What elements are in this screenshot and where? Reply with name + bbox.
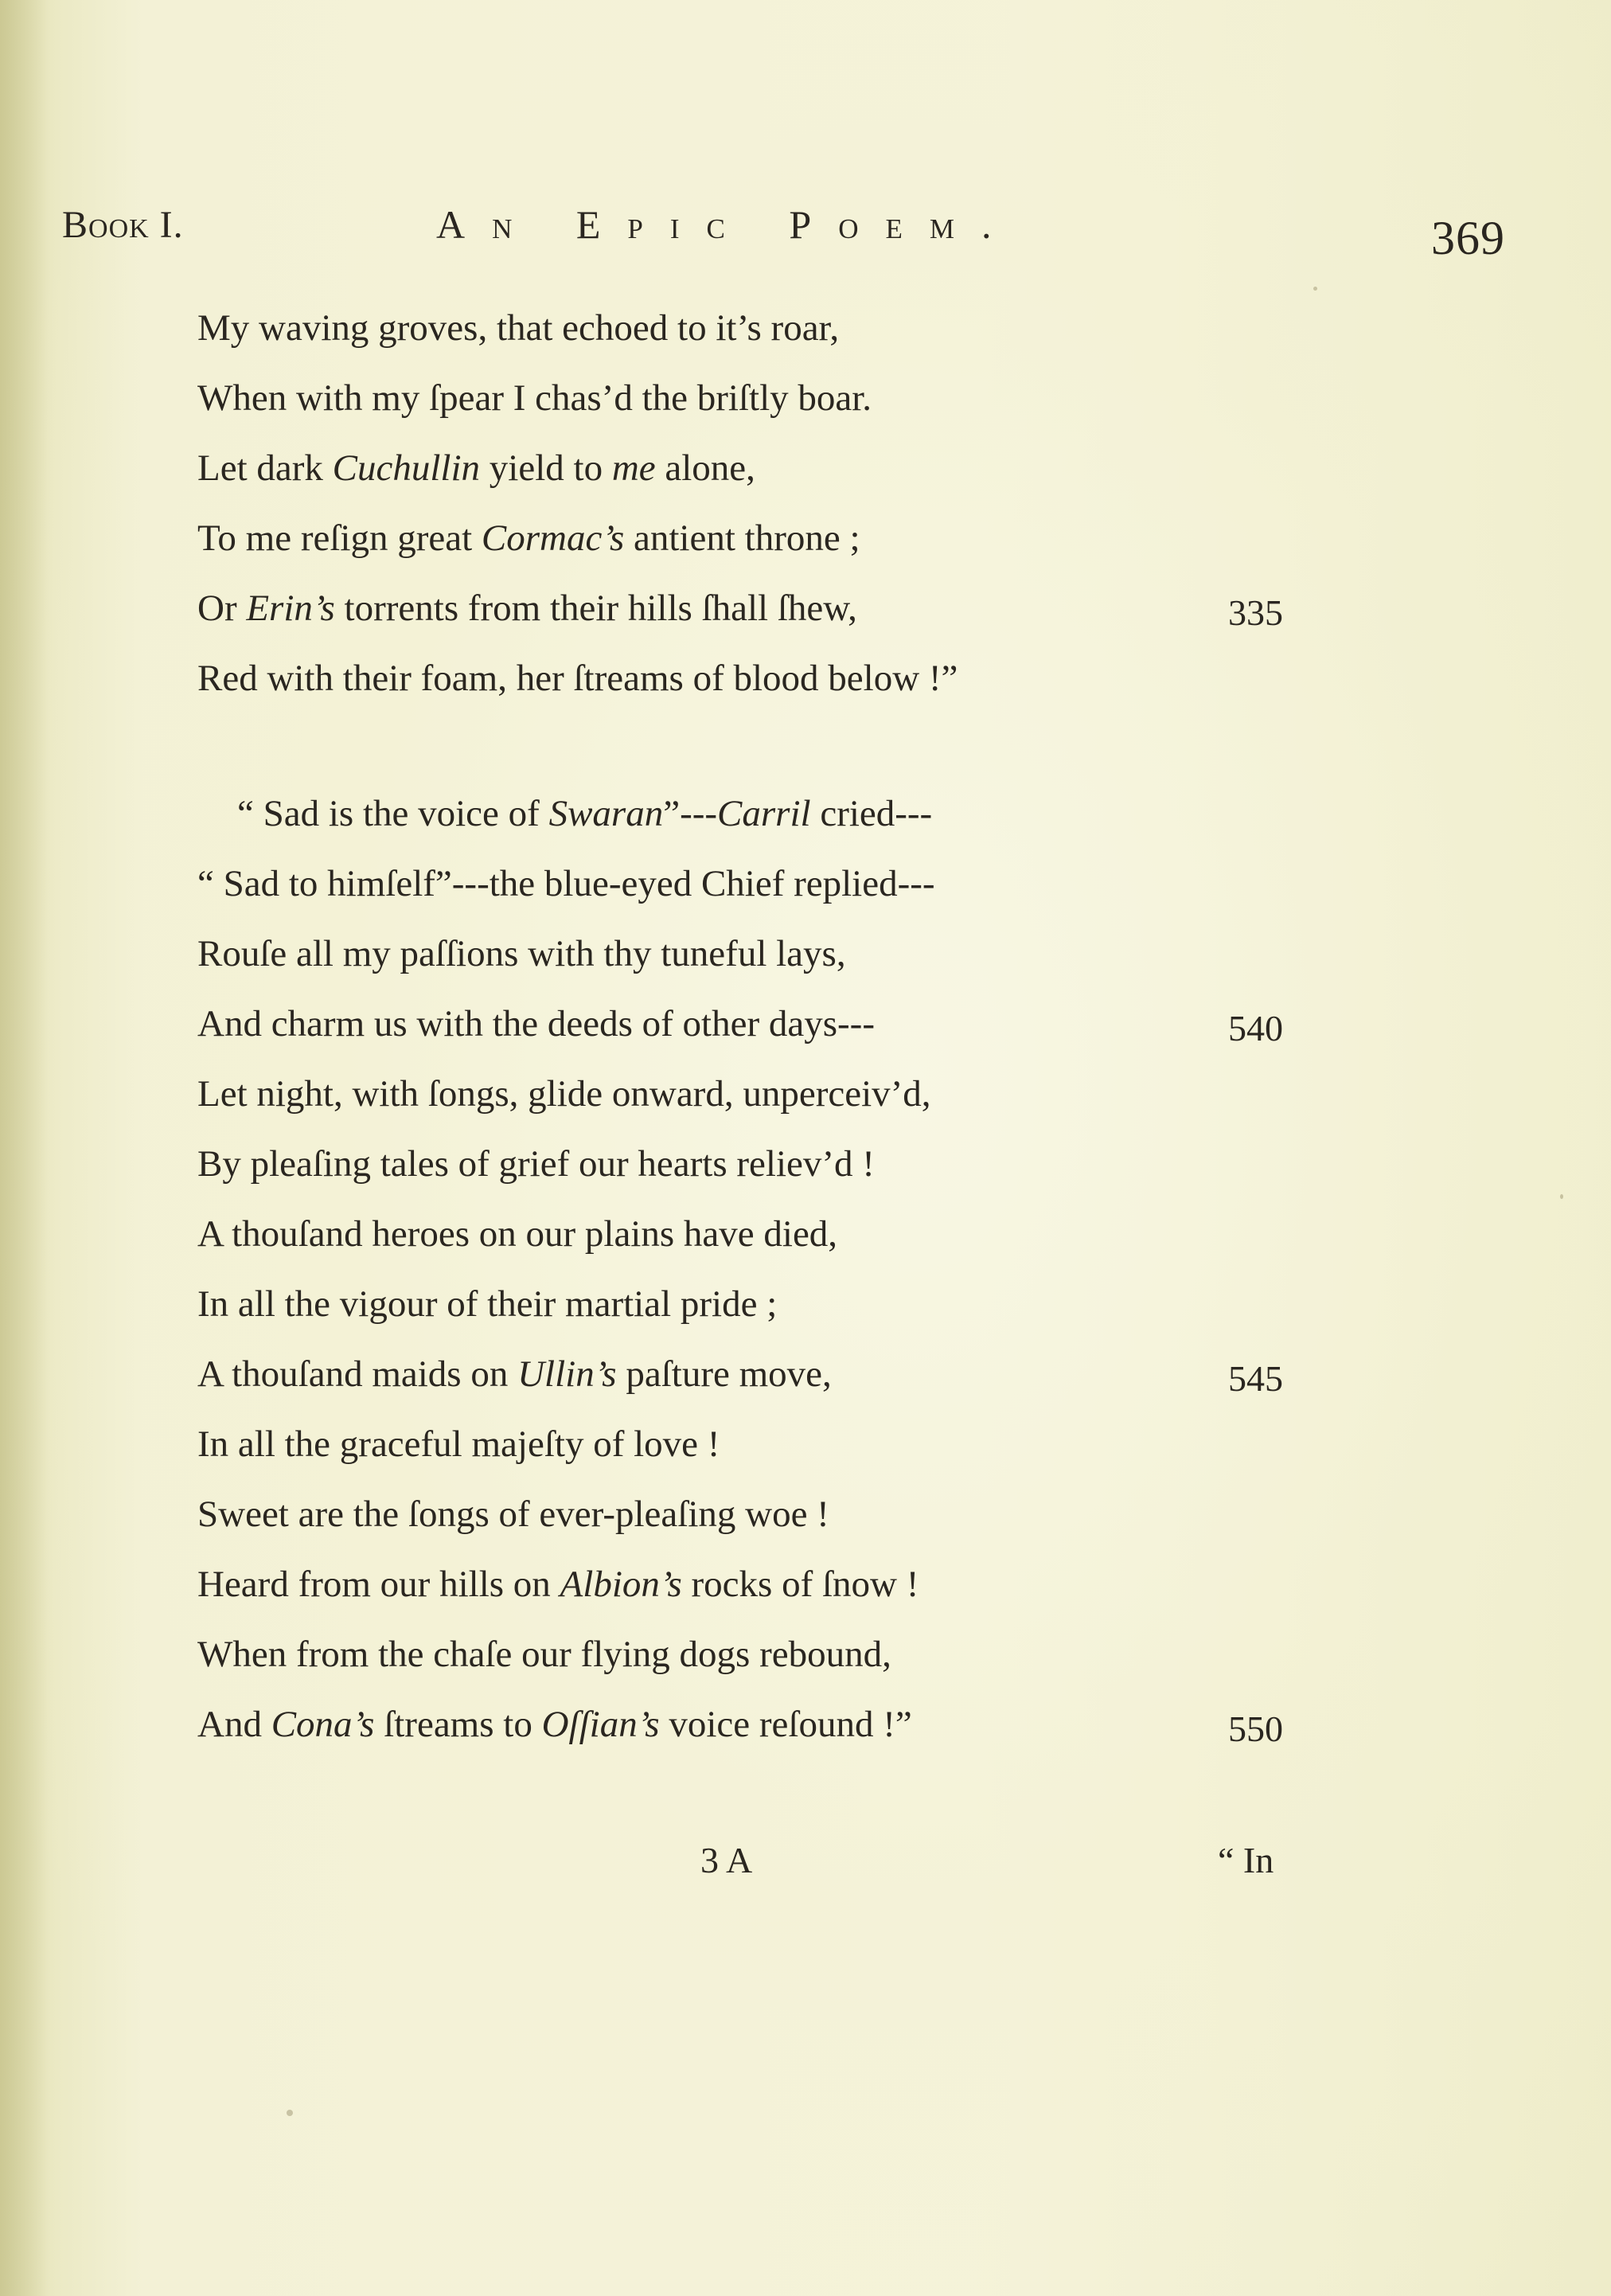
verse-line xyxy=(197,643,1272,713)
verse-text: “ Sad is the voice of xyxy=(237,793,549,834)
verse-line xyxy=(197,1689,1283,1759)
verse-line xyxy=(197,293,1272,363)
verse-text: “ Sad to himſelf”---the blue-eyed Chief replied--- xyxy=(197,863,935,904)
verse-text: When with my ſpear I chas’d the briſtly boar. xyxy=(197,377,872,419)
verse-line xyxy=(197,363,1272,433)
stanza-2 xyxy=(197,779,1283,1759)
paper-speck xyxy=(287,2110,293,2116)
verse-text: To me reſign great xyxy=(197,517,482,559)
stanza-1 xyxy=(197,293,1283,713)
paper-speck xyxy=(1560,1194,1563,1199)
line-number: 540 xyxy=(1228,1008,1283,1048)
verse-text: alone, xyxy=(655,447,755,489)
verse-text: When from the chaſe our flying dogs rebound, xyxy=(197,1634,891,1675)
verse-text: A thouſand heroes on our plains have died, xyxy=(197,1213,838,1255)
verse-text: Red with their foam, her ſtreams of blood below !” xyxy=(197,658,958,699)
verse-italic: Swaran xyxy=(548,793,664,834)
line-number: 335 xyxy=(1228,592,1283,633)
verse-italic: Cormac’s xyxy=(481,517,625,559)
verse-line xyxy=(197,503,1272,573)
page-edge-shadow xyxy=(0,0,48,2296)
verse-text: yield to xyxy=(480,447,612,489)
verse-text: By pleaſing tales of grief our hearts reliev’d ! xyxy=(197,1143,875,1185)
verse-line xyxy=(197,573,1283,643)
verse-line xyxy=(197,849,1272,919)
verse-text: A thouſand maids on xyxy=(197,1353,518,1395)
page-number: 369 xyxy=(1431,212,1505,264)
running-head-book: Book I. xyxy=(62,204,184,246)
verse-italic: me xyxy=(611,447,656,489)
paper-speck xyxy=(1313,287,1317,291)
verse-text: ”--- xyxy=(663,793,718,834)
verse-line xyxy=(197,1339,1283,1409)
verse-line xyxy=(197,989,1283,1059)
verse-line xyxy=(197,1479,1272,1549)
running-head xyxy=(62,195,1558,264)
signature-mark: 3 A xyxy=(700,1840,753,1880)
verse-text: Rouſe all my paſſions with thy tuneful lays, xyxy=(197,933,846,974)
verse-italic: Cona’s xyxy=(271,1704,375,1745)
verse-text: In all the graceful majeſty of love ! xyxy=(197,1423,720,1465)
page-footer xyxy=(0,1839,1611,1895)
verse-text: And xyxy=(197,1704,271,1745)
verse-text: Let night, with ſongs, glide onward, unperceiv’d, xyxy=(197,1073,931,1115)
verse-line xyxy=(197,1199,1272,1269)
verse-italic: Carril xyxy=(717,793,811,834)
verse-text: My waving groves, that echoed to it’s roar, xyxy=(197,307,840,349)
verse-text: antient throne ; xyxy=(624,517,860,559)
verse-line xyxy=(197,1619,1272,1689)
verse-text: And charm us with the deeds of other days--- xyxy=(197,1003,875,1045)
verse-line xyxy=(197,1549,1272,1619)
verse-text: In all the vigour of their martial pride ; xyxy=(197,1283,778,1325)
verse-text: Sweet are the ſongs of ever-pleaſing woe ! xyxy=(197,1494,829,1535)
verse-line xyxy=(197,1059,1272,1129)
verse-italic: Erin’s xyxy=(246,588,335,629)
line-number: 550 xyxy=(1228,1708,1283,1749)
running-head-title: An Epic Poem. xyxy=(436,202,1019,247)
verse-text: cried--- xyxy=(810,793,933,834)
verse-text: Or xyxy=(197,588,247,629)
verse-text: torrents from their hills ſhall ſhew, xyxy=(334,588,857,629)
verse-line xyxy=(197,1129,1272,1199)
verse-text: ſtreams to xyxy=(374,1704,542,1745)
verse-text: voice reſound !” xyxy=(659,1704,912,1745)
verse-line xyxy=(197,919,1272,989)
verse-italic: Albion’s xyxy=(560,1564,682,1605)
verse-line xyxy=(197,779,1272,849)
verse-text: Let dark xyxy=(197,447,333,489)
verse-text: paſture move, xyxy=(616,1353,832,1395)
line-number: 545 xyxy=(1228,1358,1283,1399)
verse-text: Heard from our hills on xyxy=(197,1564,560,1605)
verse-italic: Oſſian’s xyxy=(541,1704,660,1745)
verse-line xyxy=(197,1409,1272,1479)
verse-italic: Ullin’s xyxy=(517,1353,617,1395)
verse-line xyxy=(197,433,1272,503)
verse-line xyxy=(197,1269,1272,1339)
verse-text: rocks of ſnow ! xyxy=(681,1564,919,1605)
verse-italic: Cuchullin xyxy=(332,447,481,489)
catchword: “ In xyxy=(1218,1840,1274,1880)
